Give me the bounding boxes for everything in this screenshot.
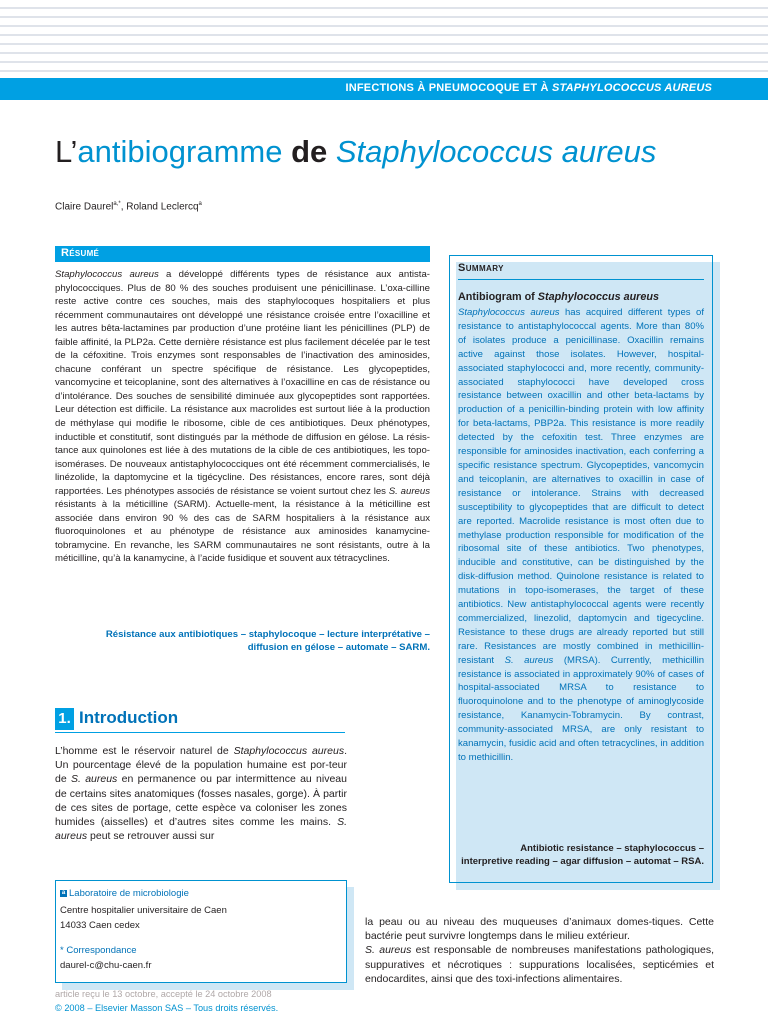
summary-species: Staphylococcus aureus	[458, 307, 560, 318]
summary-heading: Summary	[458, 262, 504, 274]
section-divider	[55, 732, 345, 733]
intro-right-p2	[365, 943, 714, 986]
article-dates: article reçu le 13 octobre, accepté le 24 octobre 2008	[55, 989, 272, 999]
journal-banner	[0, 78, 768, 100]
authors	[55, 201, 202, 212]
author-2-sup: a	[198, 201, 202, 207]
title-de: de	[282, 134, 336, 169]
correspondence-label: * Correspondance	[60, 945, 137, 956]
author-1-sup: a,*	[113, 201, 121, 207]
resume-heading-bar	[55, 246, 430, 262]
summary-keywords-line1: Antibiotic resistance – staphylococcus –	[520, 843, 704, 854]
summary-title-species: Staphylococcus aureus	[537, 291, 659, 303]
summary-keywords-line2: interpretive reading – agar diffusion – automat – RSA.	[461, 856, 704, 868]
summary-text-part2: (MRSA). Currently, methicillin resistance is associated in approximately 90% of cases of hospital-associated MRSA to resistance to fluoroquinolone and to the phenotype of aminoglycoside resistance, Kanamycin-Tobramycin. By contrast, community-associated MRSA, are only resistant to kanamycin, fusidic acid and often tetracyclines, in addition to methicillin.	[458, 654, 704, 763]
resume-species2: S. aureus	[388, 485, 430, 497]
summary-title-prefix: Antibiogram of	[458, 291, 538, 303]
intro-text-3: en permanence ou par intermittence au niveau de certains sites anatomiques (fosses nasales, gorge). À partir de ces sites de portage, cette espèce va coloniser les zones humides (aisselles) et d’autres sites comme les mains.	[55, 773, 347, 829]
resume-species: Staphylococcus aureus	[55, 269, 159, 280]
header-stripes	[0, 0, 768, 78]
summary-title	[458, 291, 659, 303]
author-1: Claire Daurel	[55, 201, 114, 213]
summary-text-part1: has acquired different types of resistance to antistaphylococcal agents. More than 80% of isolates produce a penicillinase. Oxacillin remains active against those isolates. However, hospital-associated staphylococci and, more recently, community-associated staphylococci have developed cross resistance between oxacillin and other beta-lactams by production of a penicillin-binding protein with low affinity for beta-lactams, PBP2a. This resistance is more readily detected by the cefoxitin test. Three enzymes are responsible for aminosides inactivation, each conferring a specific resistance spectrum. Glycopeptides, vancomycin and teicoplanin, are alternatives to oxacillin in case of resistance or intolerance. Strains with decreased susceptibility to glycopeptides that are difficult to detect are reported. Macrolide resistance is most often due to methylase production responsible for modification of the ribosomal site of these antibiotics. Two phenotypes, inducible and constitutive, can be distinguished by the disk-diffusion method. Quinolone resistance is related to mutations in topo-isomerases, the target of these antibiotics. New antistaphylococcal agents were recently commercialized, linezolid, daptomycin and tigecycline. Resistance to these drugs are already reported but still rare. Resistances are mostly combined in methicillin-resistant	[458, 307, 704, 666]
title-word: antibiogramme	[77, 134, 283, 169]
resume-keywords-line1: Résistance aux antibiotiques – staphylocoque – lecture interprétative –	[105, 629, 430, 640]
intro-species-1: Staphylococcus aureus	[233, 745, 345, 757]
intro-text-1: L’homme est le réservoir naturel de	[55, 745, 234, 757]
title-species: Staphylococcus aureus	[335, 134, 657, 169]
resume-heading: Résumé	[61, 247, 100, 259]
intro-species-3: S. aureus	[55, 816, 347, 843]
intro-right-p1: la peau ou au niveau des muqueuses d’animaux domes-tiques. Cette bactérie peut survivre longtemps dans le milieu extérieur.	[365, 916, 714, 943]
intro-right-column	[365, 915, 714, 986]
summary-text	[458, 306, 704, 765]
correspondence-email: daurel-c@chu-caen.fr	[60, 960, 152, 971]
intro-right-species: S. aureus	[365, 944, 412, 957]
copyright: © 2008 – Elsevier Masson SAS – Tous droits réservés.	[55, 1003, 279, 1013]
banner-text-part1: INFECTIONS À PNEUMOCOQUE ET À	[345, 82, 552, 94]
affiliation-line2: 14033 Caen cedex	[60, 920, 140, 931]
resume-text	[55, 268, 430, 566]
affiliation-shadow	[62, 887, 354, 990]
intro-species-2: S. aureus	[70, 773, 118, 786]
section-number: 1.	[55, 708, 74, 730]
affiliation-marker: a	[61, 889, 66, 896]
article-title	[55, 134, 656, 170]
resume-keywords-line2: diffusion en gélose – automate – SARM.	[247, 642, 430, 654]
summary-keywords	[458, 842, 704, 868]
affiliation-line1: Centre hospitalier universitaire de Caen	[60, 905, 227, 916]
intro-right-p2-text: est responsable de nombreuses manifestations pathologiques, suppuratives et nécrotiques : suppurations localisées, septicémies et endocardites, ainsi que des toxi-infections alimentaires.	[365, 944, 714, 985]
banner-text	[345, 82, 712, 94]
title-article: L’	[55, 134, 78, 169]
intro-text-4: peut se retrouver aussi sur	[87, 830, 215, 843]
resume-text-part2: résistants à la méticilline (SARM). Actuelle-ment, la résistance à la méticilline est associée dans environ 90 % des cas de SARM hospitaliers à la résistance aux fluoroquinolones et au phénotype de résistance aux aminosides kanamycine-tobramycine. En revanche, les SARM communautaires ne sont résistants, outre à la méticilline, qu’à la kanamycine, à l’acide fusidique et souvent aux tétracyclines.	[55, 499, 430, 565]
section-heading: Introduction	[79, 708, 179, 727]
affiliation-lab-name: Laboratoire de microbiologie	[69, 888, 189, 899]
summary-species2: S. aureus	[504, 654, 554, 666]
affiliation-lab	[60, 888, 189, 899]
summary-divider	[458, 279, 704, 280]
intro-text-2: . Un pourcentage élevé de la population humaine est por-teur de	[55, 745, 347, 786]
intro-paragraph	[55, 744, 347, 843]
resume-keywords	[55, 628, 430, 655]
banner-text-species: STAPHYLOCOCCUS AUREUS	[551, 82, 712, 94]
resume-text-part1: a développé différents types de résistance aux antista-phylococciques. Plus de 80 % des souches produisent une pénicillinase. L’oxa-cilline reste active contre ces souches, mais des staphylocoques hospitaliers et plus récemment communautaires ont développé une résistance croisée entre l’oxacilline et les autres bêta-lactamines par production d’une protéine liant les pénicillines (PLP) de faible affinité, la PLP2a. Cette dernière résistance est plus facilement décelée par le test de la céfoxitine. Trois enzymes sont responsables de l’inactivation des aminosides, chacune conférant un spectre spécifique de résistance. Les glycopeptides, vancomycine et teicoplanine, sont des alternatives à l’oxacilline en cas de résistance ou d’intolérance. Des souches de sensibilité diminuée aux glycopeptides sont rapportées. Leur détection est difficile. La résistance aux macrolides est surtout liée à la production de méthylase qui modifie le ribosome, cible de ces antibiotiques. Deux phénotypes, inductible et constitutif, sont distingués par la méthode de diffusion en gélose. La résis-tance aux quinolones est liée à des mutations de la cible de ces antibiotiques, les topo-isomérases. De nouveaux antistaphylococciques ont été récemment commercialisés, le linézolide, la daptomycine et la tigécycline. Des résistances, encore rares, sont déjà rapportées. Les phénotypes associés de résistance se voient surtout chez les	[55, 269, 430, 497]
author-2: , Roland Leclercq	[120, 201, 199, 213]
